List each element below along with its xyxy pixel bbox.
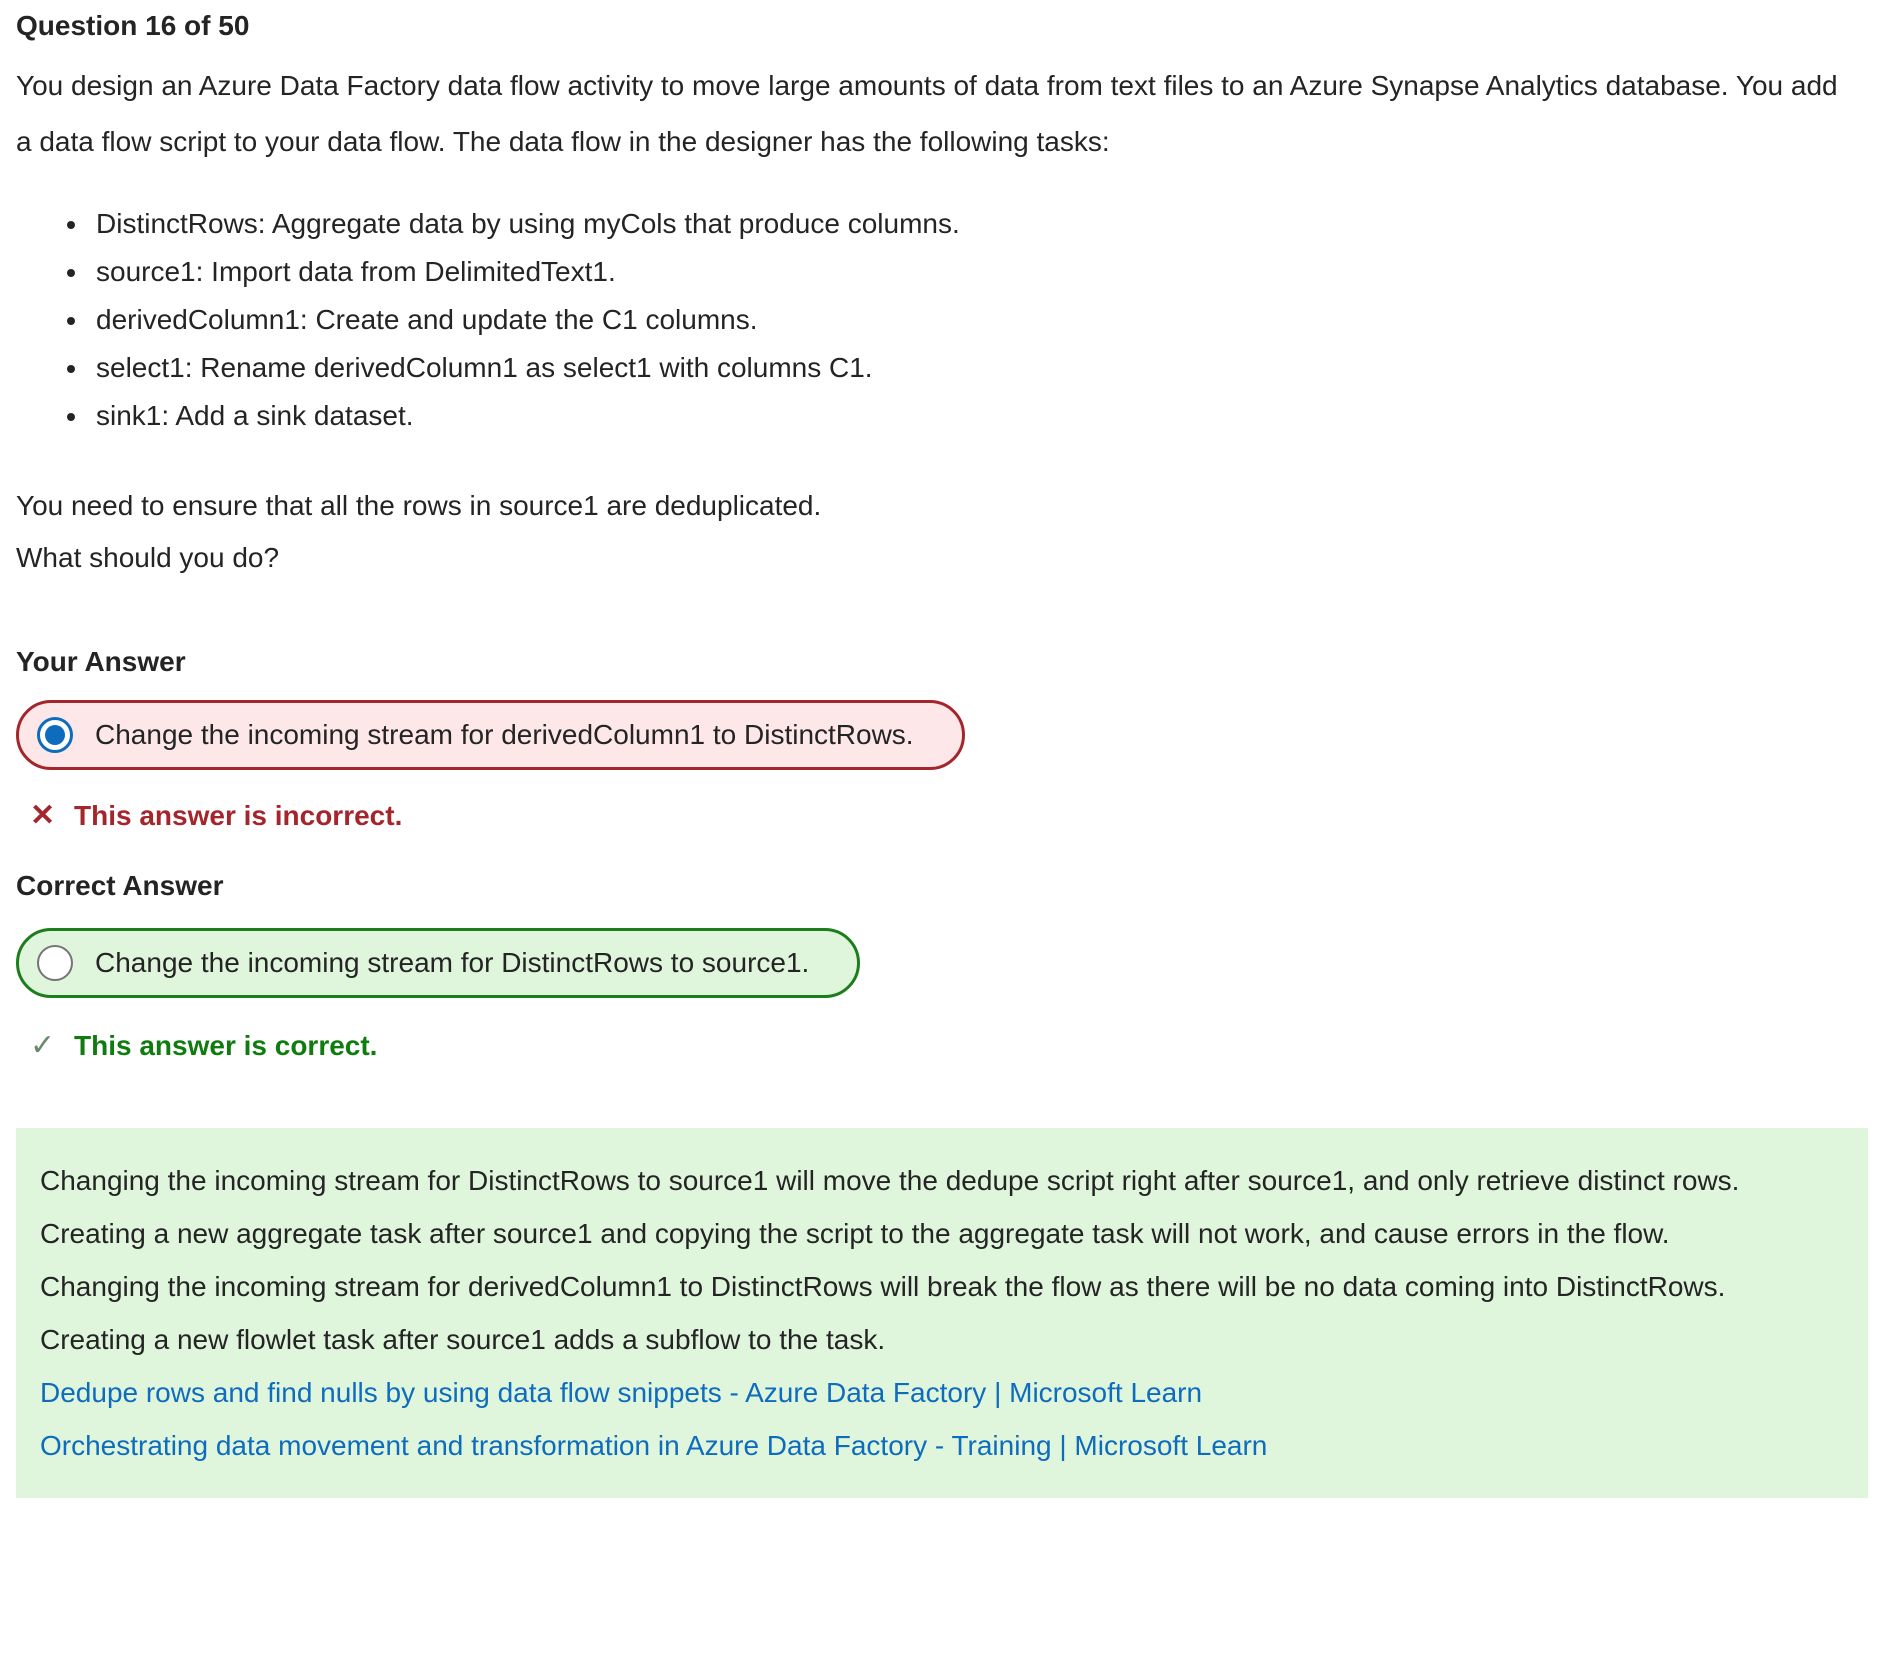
task-list xyxy=(16,200,1868,440)
question-requirement: You need to ensure that all the rows in source1 are deduplicated. xyxy=(16,490,822,521)
list-item: • select1: Rename derivedColumn1 as select1 with columns C1. xyxy=(90,344,1868,392)
radio-selected-icon[interactable] xyxy=(37,717,73,753)
x-mark-icon: ✕ xyxy=(30,799,56,832)
correct-answer-heading: Correct Answer xyxy=(16,870,224,901)
explanation-sentence: Changing the incoming stream for DistinctRows to source1 will move the dedupe script right after source1, and only retrieve distinct rows. xyxy=(40,1165,1740,1196)
your-answer-heading: Your Answer xyxy=(16,646,186,677)
correct-status-row xyxy=(16,1028,1868,1064)
explanation-sentence: Creating a new flowlet task after source1 adds a subflow to the task. xyxy=(40,1324,886,1355)
explanation-sentence: Changing the incoming stream for derivedColumn1 to DistinctRows will break the flow as there will be no data coming into DistinctRows. xyxy=(40,1271,1726,1302)
explanation-panel xyxy=(16,1128,1868,1498)
list-item: • sink1: Add a sink dataset. xyxy=(90,392,1868,440)
check-mark-icon: ✓ xyxy=(30,1029,56,1062)
correct-answer-option-label: Change the incoming stream for DistinctRows to source1. xyxy=(95,947,810,978)
your-answer-option[interactable] xyxy=(16,700,965,770)
list-item: • derivedColumn1: Create and update the C1 columns. xyxy=(90,296,1868,344)
explanation-sentence: Creating a new aggregate task after source1 and copying the script to the aggregate task will not work, and cause errors in the flow. xyxy=(40,1218,1670,1249)
reference-link-orchestrating-data[interactable]: Orchestrating data movement and transformation in Azure Data Factory - Training | Microsoft Learn xyxy=(40,1430,1268,1461)
incorrect-status-text: This answer is incorrect. xyxy=(74,800,403,831)
radio-dot xyxy=(45,725,65,745)
radio-unselected-icon[interactable] xyxy=(37,945,73,981)
reference-link-dedupe-rows[interactable]: Dedupe rows and find nulls by using data flow snippets - Azure Data Factory | Microsoft Learn xyxy=(40,1377,1203,1408)
your-answer-option-label: Change the incoming stream for derivedColumn1 to DistinctRows. xyxy=(95,719,914,750)
list-item: • source1: Import data from DelimitedText1. xyxy=(90,248,1868,296)
correct-status-text: This answer is correct. xyxy=(74,1030,378,1061)
incorrect-status-row xyxy=(16,798,1868,834)
question-intro: You design an Azure Data Factory data flow activity to move large amounts of data from text files to an Azure Synapse Analytics database. You add a data flow script to your data flow. The data flow in the designer has the following tasks: xyxy=(16,70,1838,157)
question-progress: Question 16 of 50 xyxy=(16,10,250,41)
list-item: • DistinctRows: Aggregate data by using myCols that produce columns. xyxy=(90,200,1868,248)
correct-answer-option[interactable] xyxy=(16,928,860,998)
question-prompt: What should you do? xyxy=(16,542,280,573)
